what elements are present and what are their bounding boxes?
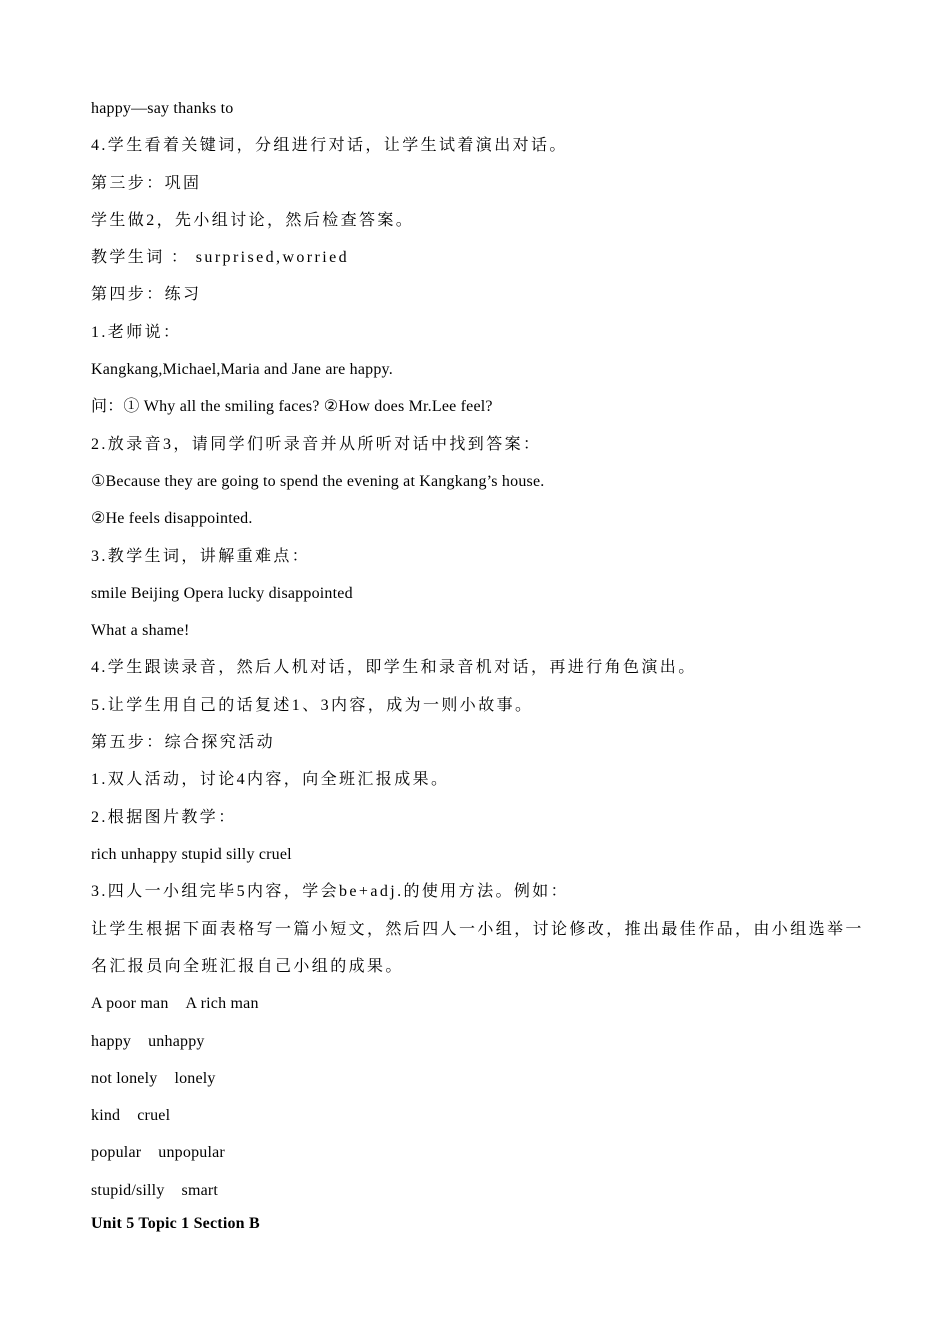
poor-cell: A poor man [91, 995, 169, 1013]
rich-cell: cruel [137, 1107, 171, 1125]
text-line: 1.双人活动，讨论4内容，向全班汇报成果。 [91, 771, 450, 789]
table-row [91, 1105, 871, 1127]
poor-cell: happy [91, 1032, 132, 1050]
step-heading: 第三步：巩固 [91, 174, 202, 192]
text-line: ①Because they are going to spend the evening at Kangkang’s house. [91, 472, 545, 490]
table-row [91, 1031, 871, 1053]
step-heading: 第四步：练习 [91, 286, 202, 304]
section-heading: Unit 5 Topic 1 Section B [91, 1215, 260, 1233]
text-line: 2.根据图片教学： [91, 808, 237, 826]
text-line: 学生做2，先小组讨论，然后检查答案。 [91, 211, 415, 229]
text-line: rich unhappy stupid silly cruel [91, 845, 292, 863]
text-line: 1.老师说： [91, 323, 182, 341]
step-heading: 第五步：综合探究活动 [91, 734, 276, 752]
poor-cell: not lonely [91, 1069, 158, 1087]
text-line: 4.学生看着关键词，分组进行对话，让学生试着演出对话。 [91, 137, 568, 155]
text-line: What a shame! [91, 622, 190, 640]
text-line: Kangkang,Michael,Maria and Jane are happy. [91, 361, 393, 379]
text-line: ②He feels disappointed. [91, 510, 253, 528]
text-line: 4.学生跟读录音，然后人机对话，即学生和录音机对话，再进行角色演出。 [91, 659, 697, 677]
table-row [91, 1068, 871, 1090]
rich-cell: lonely [174, 1069, 216, 1087]
table-row [91, 1180, 871, 1202]
poor-cell: stupid/silly [91, 1181, 165, 1199]
rich-cell: unhappy [148, 1032, 205, 1050]
text-line: 3.四人一小组完毕5内容，学会be+adj.的使用方法。例如： [91, 883, 570, 901]
text-line: 教学生词 ： surprised,worried [91, 249, 350, 267]
rich-cell: smart [181, 1181, 219, 1199]
rich-cell: unpopular [158, 1144, 225, 1162]
table-row [91, 993, 871, 1015]
rich-cell: A rich man [185, 995, 259, 1013]
table-row [91, 1142, 871, 1164]
poor-cell: popular [91, 1144, 142, 1162]
document-body [91, 98, 871, 1250]
paragraph: 让学生根据下面表格写一篇小短文，然后四人一小组，讨论修改，推出最佳作品，由小组选举一名汇报员向全班汇报自己小组的成果。 [91, 920, 864, 976]
text-line: smile Beijing Opera lucky disappointed [91, 584, 353, 602]
text-line: 3.教学生词，讲解重难点： [91, 547, 311, 565]
text-line: happy—say thanks to [91, 100, 234, 117]
text-line: 2.放录音3，请同学们听录音并从所听对话中找到答案： [91, 435, 542, 453]
poor-cell: kind [91, 1107, 121, 1125]
text-line: 问：① Why all the smiling faces? ②How does Mr.Lee feel? [91, 398, 493, 416]
text-line: 5.让学生用自己的话复述1、3内容，成为一则小故事。 [91, 696, 534, 714]
